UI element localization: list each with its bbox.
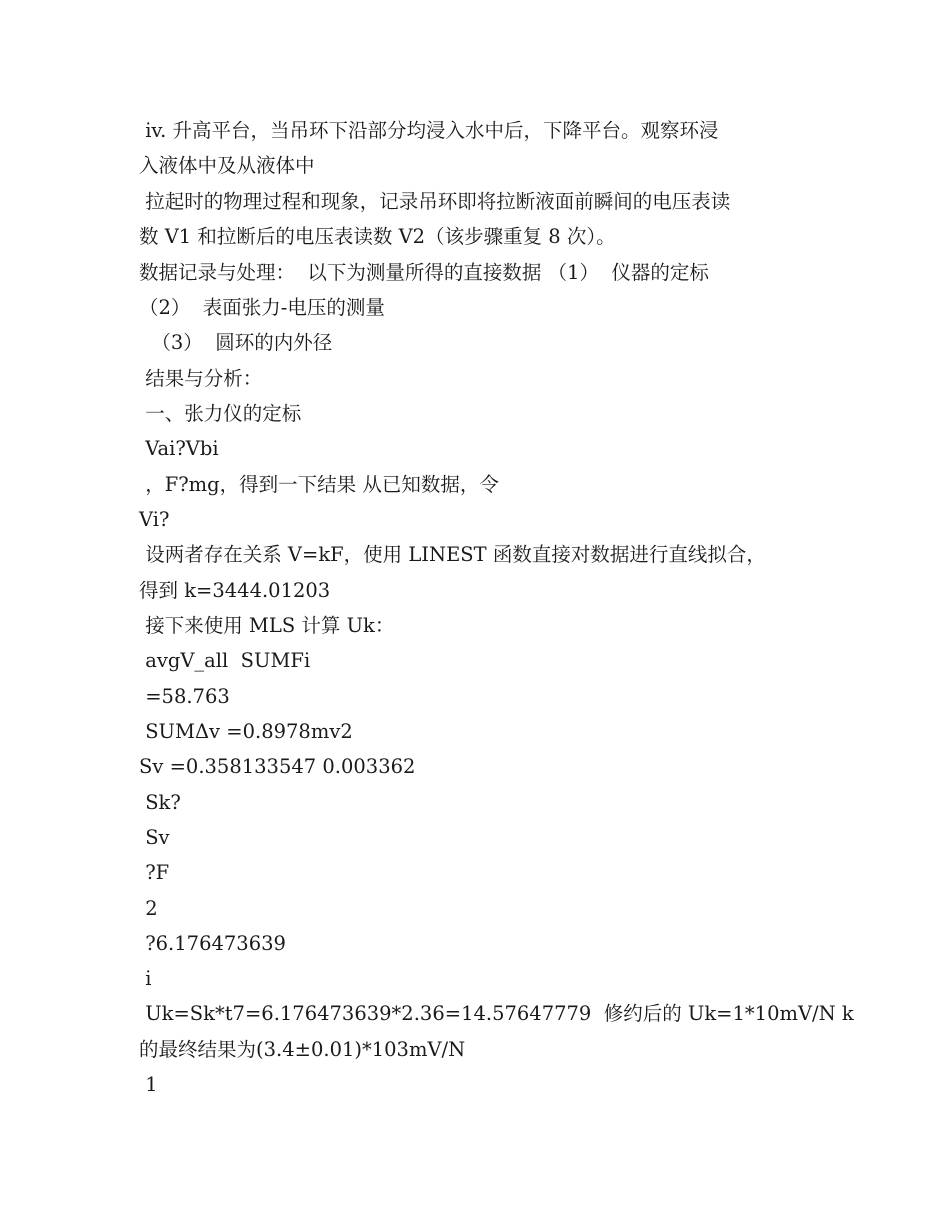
text-line: （3） 圆环的内外径 (139, 331, 333, 354)
page-number: 1 (139, 1073, 158, 1096)
text-line: =58.763 (139, 685, 230, 708)
text-line: 拉起时的物理过程和现象，记录吊环即将拉断液面前瞬间的电压表读 (139, 190, 731, 213)
text-line: Vi? (139, 508, 170, 531)
text-line: 得到 k=3444.01203 (139, 579, 331, 602)
text-line: 接下来使用 MLS 计算 Uk： (139, 614, 395, 637)
text-line: 设两者存在关系 V=kF，使用 LINEST 函数直接对数据进行直线拟合， (139, 543, 766, 566)
text-line: iv. 升高平台，当吊环下沿部分均浸入水中后，下降平台。观察环浸 (139, 119, 719, 142)
text-line: ?6.176473639 (139, 932, 286, 955)
text-line: （2） 表面张力-电压的测量 (139, 296, 385, 319)
text-line: ，F?mg，得到一下结果 从已知数据，令 (139, 473, 499, 496)
text-line: i (139, 967, 152, 990)
text-line: Vai?Vbi (139, 437, 219, 460)
text-line: Uk=Sk*t7=6.176473639*2.36=14.57647779 修约后的 Uk=1*10mV/N k (139, 1002, 854, 1025)
text-line: 数 V1 和拉断后的电压表读数 V2（该步骤重复 8 次）。 (139, 225, 616, 248)
text-line: avgV_all SUMFi (139, 649, 311, 672)
text-line: ?F (139, 861, 170, 884)
text-line: 2 (139, 897, 158, 920)
text-line: 数据记录与处理： 以下为测量所得的直接数据 （1） 仪器的定标 (139, 261, 709, 284)
text-line: 入液体中及从液体中 (139, 154, 315, 177)
section-heading: 结果与分析： (139, 367, 263, 390)
text-line: Sv (139, 826, 170, 849)
text-line: Sv =0.358133547 0.003362 (139, 755, 416, 778)
text-line: Sk? (139, 791, 181, 814)
text-line: 的最终结果为(3.4±0.01)*103mV/N (139, 1038, 466, 1061)
section-heading: 一、张力仪的定标 (139, 402, 302, 425)
text-line: SUMΔv =0.8978mv2 (139, 720, 353, 743)
